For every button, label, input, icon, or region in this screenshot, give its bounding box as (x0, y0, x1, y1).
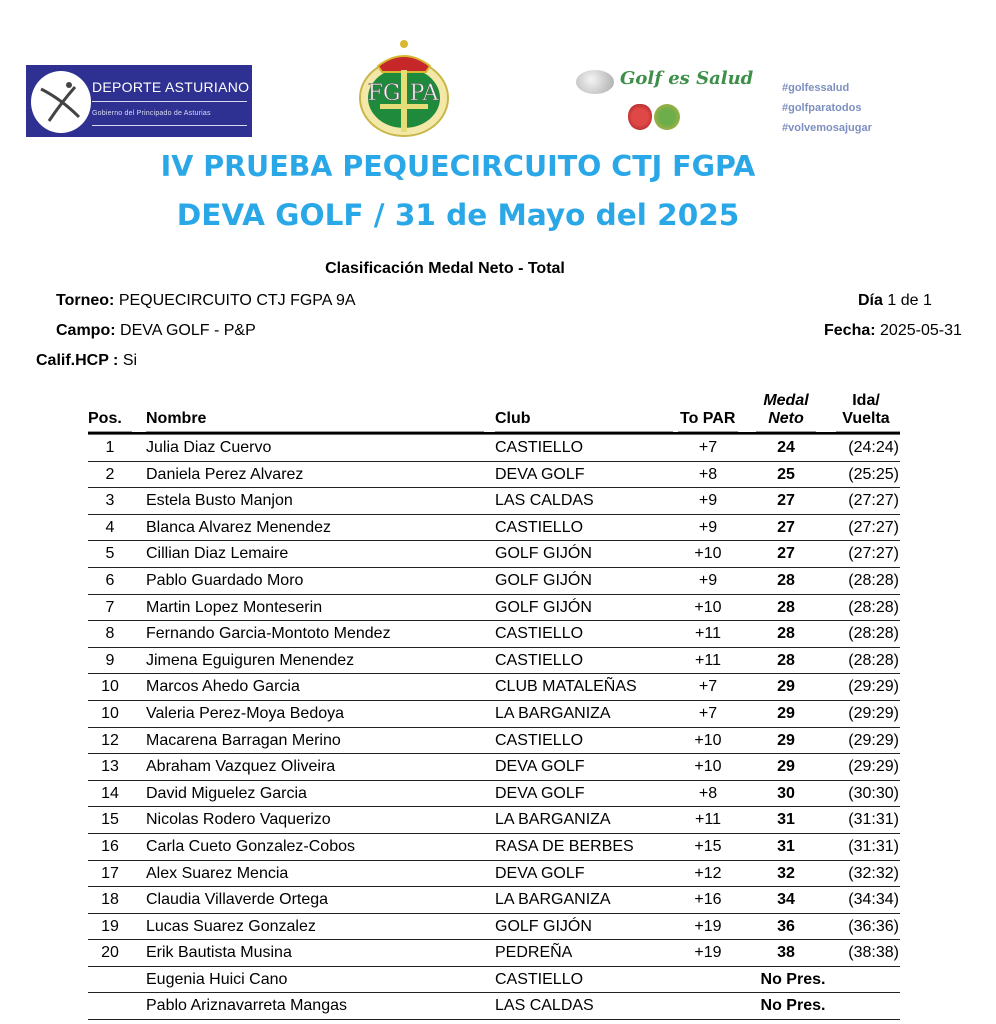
row-player-name: Julia Diaz Cuervo (146, 439, 272, 456)
event-title: IV PRUEBA PEQUECIRCUITO CTJ FGPA (160, 150, 756, 183)
row-player-name: Jimena Eguiguren Menendez (146, 651, 355, 669)
row-player-name: Blanca Alvarez Menendez (146, 518, 331, 536)
row-to-par: +9 (698, 492, 718, 510)
row-player-name: Lucas Suarez Gonzalez (146, 917, 316, 935)
row-club: CLUB MATALEÑAS (495, 678, 637, 696)
fecha-value: 2025-05-31 (880, 322, 962, 339)
event-venue-date: DEVA GOLF / 31 de Mayo del 2025 (176, 198, 740, 232)
header-nombre: Nombre (146, 410, 207, 427)
torneo-field (56, 292, 356, 310)
table-row (88, 861, 900, 888)
runner-icon (31, 71, 91, 133)
row-medal-neto: 29 (777, 758, 795, 776)
red-shield-icon (628, 104, 652, 130)
row-player-name: Eugenia Huici Cano (146, 970, 288, 988)
deporte-asturiano-subtitle: Gobierno del Principado de Asturias (92, 110, 211, 117)
row-player-name: Alex Suarez Mencia (146, 864, 289, 882)
table-row-no-pres (88, 993, 900, 1020)
row-status: No Pres. (760, 970, 826, 988)
row-club: GOLF GIJÓN (495, 571, 592, 589)
header-ida-vuelta-line1: Ida/ (852, 392, 880, 409)
table-row (88, 541, 900, 568)
row-position: 6 (105, 571, 115, 589)
row-position: 20 (101, 944, 119, 962)
table-header (88, 382, 900, 432)
classification-title: Clasificación Medal Neto - Total (325, 260, 565, 277)
table-row (88, 462, 900, 489)
row-medal-neto: 25 (777, 465, 795, 483)
row-medal-neto: 32 (777, 864, 795, 882)
row-medal-neto: 28 (777, 625, 795, 643)
row-medal-neto: 28 (777, 651, 795, 669)
calif-hcp-field (36, 352, 137, 370)
logo-divider (92, 101, 247, 102)
row-medal-neto: 28 (777, 598, 795, 616)
row-medal-neto: 31 (777, 811, 795, 829)
row-medal-neto: 27 (777, 545, 795, 563)
row-player-name: Cillian Diaz Lemaire (146, 545, 289, 563)
row-position: 10 (101, 678, 119, 696)
row-to-par: +8 (698, 465, 718, 483)
row-position: 3 (105, 492, 115, 510)
header-medal-neto (752, 392, 820, 428)
row-ida-vuelta: (30:30) (848, 784, 899, 802)
row-ida-vuelta: (27:27) (848, 545, 899, 563)
row-player-name: David Miguelez Garcia (146, 784, 307, 802)
row-club: DEVA GOLF (495, 784, 585, 802)
row-medal-neto: 28 (777, 571, 795, 589)
fecha-field (824, 322, 962, 340)
deporte-asturiano-title: DEPORTE ASTURIANO (92, 79, 250, 95)
row-medal-neto: 30 (777, 784, 795, 802)
table-body (88, 435, 900, 1020)
row-club: LAS CALDAS (495, 492, 594, 510)
row-position: 16 (101, 837, 119, 855)
row-player-name: Carla Cueto Gonzalez-Cobos (146, 837, 355, 855)
row-ida-vuelta: (36:36) (848, 917, 899, 935)
fecha-label: Fecha: (824, 322, 876, 339)
row-to-par: +10 (694, 731, 722, 749)
table-row (88, 648, 900, 675)
row-position: 8 (105, 625, 115, 643)
fgpa-crest-logo (356, 30, 452, 138)
row-position: 18 (101, 891, 119, 909)
row-to-par: +15 (694, 837, 722, 855)
row-medal-neto: 27 (777, 518, 795, 536)
golf-es-salud-text: Golf es Salud (620, 68, 754, 89)
header-pos: Pos. (88, 410, 122, 427)
row-ida-vuelta: (28:28) (848, 571, 899, 589)
hashtags (782, 78, 872, 138)
row-club: RASA DE BERBES (495, 837, 634, 855)
row-position: 5 (105, 545, 115, 563)
table-row-no-pres (88, 967, 900, 994)
fgpa-letters-left: FG (367, 81, 401, 106)
row-position: 13 (101, 758, 119, 776)
table-row (88, 834, 900, 861)
row-medal-neto: 31 (777, 837, 795, 855)
row-ida-vuelta: (28:28) (848, 651, 899, 669)
row-to-par: +11 (695, 625, 721, 643)
fgpa-letters-right: PA (409, 81, 439, 106)
header-ida-vuelta-line2: Vuelta (842, 410, 890, 427)
row-ida-vuelta: (29:29) (848, 704, 899, 722)
row-player-name: Estela Busto Manjon (146, 492, 293, 510)
row-club: CASTIELLO (495, 625, 584, 643)
row-position: 14 (101, 784, 119, 802)
header-medal-neto-line1: Medal (763, 392, 809, 409)
row-to-par: +12 (694, 864, 722, 882)
row-to-par: +9 (698, 571, 718, 589)
row-ida-vuelta: (29:29) (848, 758, 899, 776)
table-row (88, 807, 900, 834)
row-ida-vuelta: (38:38) (848, 944, 899, 962)
table-row (88, 621, 900, 648)
table-row (88, 488, 900, 515)
header-ida-vuelta (830, 392, 902, 428)
row-position: 12 (101, 731, 119, 749)
table-row (88, 940, 900, 967)
campo-field (56, 322, 256, 340)
row-medal-neto: 36 (777, 917, 795, 935)
table-row (88, 515, 900, 542)
table-row (88, 595, 900, 622)
row-ida-vuelta: (31:31) (848, 837, 899, 855)
row-club: DEVA GOLF (495, 758, 585, 776)
row-to-par: +11 (695, 811, 721, 829)
row-medal-neto: 29 (777, 678, 795, 696)
row-position: 4 (105, 518, 115, 536)
row-status: No Pres. (760, 997, 826, 1015)
row-player-name: Marcos Ahedo Garcia (146, 678, 300, 696)
row-medal-neto: 29 (777, 731, 795, 749)
row-ida-vuelta: (29:29) (848, 731, 899, 749)
row-to-par: +8 (698, 784, 718, 802)
campo-value: DEVA GOLF - P&P (120, 322, 256, 339)
hashtag: #golfparatodos (782, 102, 862, 114)
row-club: CASTIELLO (495, 731, 584, 749)
row-club: CASTIELLO (495, 970, 584, 988)
row-to-par: +7 (698, 704, 718, 722)
row-medal-neto: 24 (777, 439, 795, 456)
torneo-label: Torneo: (56, 292, 115, 309)
row-player-name: Valeria Perez-Moya Bedoya (146, 704, 345, 722)
row-player-name: Pablo Ariznavarreta Mangas (146, 997, 347, 1015)
hashtag: #golfessalud (782, 82, 850, 94)
row-club: LA BARGANIZA (495, 811, 611, 829)
row-ida-vuelta: (32:32) (848, 864, 899, 882)
row-to-par: +10 (694, 598, 722, 616)
row-player-name: Pablo Guardado Moro (146, 571, 304, 589)
row-player-name: Macarena Barragan Merino (146, 731, 341, 749)
row-ida-vuelta: (28:28) (848, 625, 899, 643)
row-club: PEDREÑA (495, 944, 573, 962)
row-ida-vuelta: (24:24) (848, 439, 899, 456)
row-position: 15 (101, 811, 119, 829)
row-club: CASTIELLO (495, 439, 584, 456)
golf-es-salud-logo (572, 66, 772, 136)
dia-value: 1 de 1 (887, 292, 932, 309)
header-to-par: To PAR (680, 410, 736, 427)
logo-divider (92, 125, 247, 126)
row-club: DEVA GOLF (495, 864, 585, 882)
row-medal-neto: 27 (777, 492, 795, 510)
row-player-name: Erik Bautista Musina (146, 944, 292, 962)
table-row (88, 674, 900, 701)
row-club: GOLF GIJÓN (495, 917, 592, 935)
row-to-par: +7 (698, 439, 718, 456)
row-club: GOLF GIJÓN (495, 545, 592, 563)
row-to-par: +19 (694, 944, 722, 962)
row-position: 1 (105, 439, 115, 456)
hashtag: #volvemosajugar (782, 122, 872, 134)
row-to-par: +9 (698, 518, 718, 536)
header-club: Club (495, 410, 531, 427)
row-club: CASTIELLO (495, 651, 584, 669)
row-to-par: +11 (695, 651, 721, 669)
row-position: 17 (101, 864, 119, 882)
dia-label: Día (858, 292, 883, 309)
table-row (88, 701, 900, 728)
row-ida-vuelta: (34:34) (848, 891, 899, 909)
row-ida-vuelta: (29:29) (848, 678, 899, 696)
row-player-name: Claudia Villaverde Ortega (146, 891, 329, 909)
dia-field (858, 292, 932, 310)
row-player-name: Daniela Perez Alvarez (146, 465, 304, 483)
row-club: DEVA GOLF (495, 465, 585, 483)
row-position: 7 (105, 598, 115, 616)
deporte-asturiano-logo (26, 65, 252, 137)
row-medal-neto: 38 (777, 944, 795, 962)
row-to-par: +10 (694, 545, 722, 563)
row-position: 2 (105, 465, 115, 483)
row-ida-vuelta: (31:31) (848, 811, 899, 829)
row-position: 10 (101, 704, 119, 722)
campo-label: Campo: (56, 322, 116, 339)
golf-ball-icon (576, 70, 614, 94)
row-club: LA BARGANIZA (495, 891, 611, 909)
row-medal-neto: 34 (777, 891, 795, 909)
row-to-par: +19 (694, 917, 722, 935)
row-position: 19 (101, 917, 119, 935)
row-to-par: +7 (698, 678, 718, 696)
results-table (88, 382, 900, 1020)
row-ida-vuelta: (25:25) (848, 465, 899, 483)
table-row (88, 754, 900, 781)
row-ida-vuelta: (28:28) (848, 598, 899, 616)
row-player-name: Nicolas Rodero Vaquerizo (146, 811, 331, 829)
row-club: LA BARGANIZA (495, 704, 611, 722)
table-row (88, 568, 900, 595)
torneo-value: PEQUECIRCUITO CTJ FGPA 9A (118, 292, 356, 309)
header-medal-neto-line2: Neto (768, 410, 804, 427)
row-player-name: Martin Lopez Monteserin (146, 598, 323, 616)
row-to-par: +10 (694, 758, 722, 776)
table-row (88, 781, 900, 808)
row-player-name: Abraham Vazquez Oliveira (146, 758, 336, 776)
row-medal-neto: 29 (777, 704, 795, 722)
row-player-name: Fernando Garcia-Montoto Mendez (146, 625, 391, 643)
row-ida-vuelta: (27:27) (848, 492, 899, 510)
table-row (88, 914, 900, 941)
table-row (88, 435, 900, 462)
row-club: CASTIELLO (495, 518, 584, 536)
row-position: 9 (105, 651, 115, 669)
green-shield-icon (654, 104, 680, 130)
row-club: LAS CALDAS (495, 997, 594, 1015)
row-to-par: +16 (694, 891, 722, 909)
table-row (88, 887, 900, 914)
row-club: GOLF GIJÓN (495, 598, 592, 616)
table-row (88, 728, 900, 755)
calif-hcp-label: Calif.HCP : (36, 352, 119, 369)
calif-hcp-value: Si (122, 352, 138, 369)
row-ida-vuelta: (27:27) (848, 518, 899, 536)
